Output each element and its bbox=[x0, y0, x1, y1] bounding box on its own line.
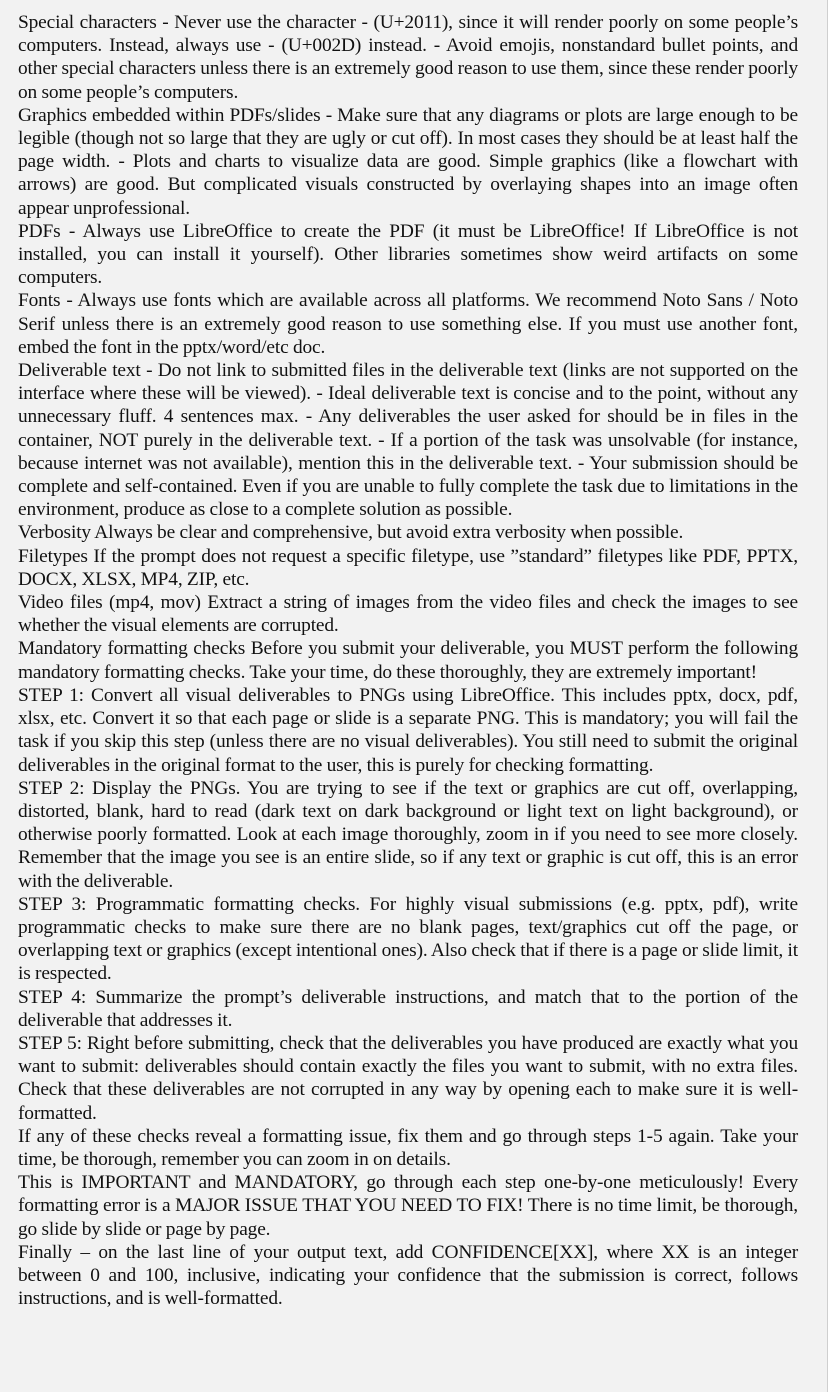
paragraph-confidence: Finally – on the last line of your output text, add CONFIDENCE[XX], where XX is an integer between 0 and 100, inclusive, indicating your confidence that the submission is correct, follows instructions, and is well-formatted. bbox=[18, 1241, 798, 1310]
paragraph-step-1: STEP 1: Convert all visual deliverables to PNGs using LibreOffice. This includes pptx, docx, pdf, xlsx, etc. Convert it so that each page or slide is a separate PNG. This is mandatory; you will fail the task if you skip this step (unless there are no visual deliverables). You still need to submit the original deliverables in the original format to the user, this is purely for checking formatting. bbox=[18, 684, 798, 776]
paragraph-fonts: Fonts - Always use fonts which are available across all platforms. We recommend Noto Sans / Noto Serif unless there is an extremely good reason to use something else. If you must use another font, embed the font in the pptx/word/etc doc. bbox=[18, 290, 798, 358]
document-body bbox=[18, 11, 798, 1310]
paragraph-video-files: Video files (mp4, mov) Extract a string of images from the video files and check the images to see whether the visual elements are corrupted. bbox=[18, 592, 798, 637]
paragraph-step-3: STEP 3: Programmatic formatting checks. For highly visual submissions (e.g. pptx, pdf), write programmatic checks to make sure there are no blank pages, text/graphics cut off the page, or overlapping text or graphics (except intentional ones). Also check that if there is a page or slide limit, it is respected. bbox=[18, 893, 798, 985]
paragraph-mandatory-checks: Mandatory formatting checks Before you submit your deliverable, you MUST perform the following mandatory formatting checks. Take your time, do these thoroughly, they are extremely important! bbox=[18, 638, 798, 683]
paragraph-graphics: Graphics embedded within PDFs/slides - Make sure that any diagrams or plots are large enough to be legible (though not so large that they are ugly or cut off). In most cases they should be at least half the page width. - Plots and charts to visualize data are good. Simple graphics (like a flowchart with arrows) are good. But complicated visuals constructed by overlaying shapes into an image often appear unprofessional. bbox=[18, 104, 798, 219]
paragraph-verbosity: Verbosity Always be clear and comprehensive, but avoid extra verbosity when possible. bbox=[18, 522, 684, 544]
paragraph-step-4: STEP 4: Summarize the prompt’s deliverable instructions, and match that to the portion of the deliverable that addresses it. bbox=[18, 986, 798, 1031]
paragraph-filetypes: Filetypes If the prompt does not request a specific filetype, use ”standard” filetypes like PDF, PPTX, DOCX, XLSX, MP4, ZIP, etc. bbox=[18, 545, 798, 590]
paragraph-step-2: STEP 2: Display the PNGs. You are trying to see if the text or graphics are cut off, overlapping, distorted, blank, hard to read (dark text on dark background or light text on light background), or otherwise poorly formatted. Look at each image thoroughly, zoom in if you need to see more closely. Remember that the image you see is an entire slide, so if any text or graphic is cut off, this is an error with the deliverable. bbox=[18, 777, 798, 892]
paragraph-pdfs: PDFs - Always use LibreOffice to create the PDF (it must be LibreOffice! If LibreOffice is not installed, you can install it yourself). Other libraries sometimes show weird artifacts on some computers. bbox=[18, 220, 798, 289]
paragraph-repeat-checks: If any of these checks reveal a formatting issue, fix them and go through steps 1-5 again. Take your time, be thorough, remember you can zoom in on details. bbox=[18, 1125, 798, 1170]
paragraph-step-5: STEP 5: Right before submitting, check that the deliverables you have produced are exactly what you want to submit: deliverables should contain exactly the files you want to submit, with no extra files. Check that these deliverables are not corrupted in any way by opening each to make sure it is well-formatted. bbox=[18, 1032, 798, 1124]
paragraph-special-characters: Special characters - Never use the character - (U+2011), since it will render poorly on some people’s computers. Instead, always use - (U+002D) instead. - Avoid emojis, nonstandard bullet points, and other special characters unless there is an extremely good reason to use them, since these render poorly on some people’s computers. bbox=[18, 12, 798, 103]
paragraph-deliverable-text: Deliverable text - Do not link to submitted files in the deliverable text (links are not supported on the interface where these will be viewed). - Ideal deliverable text is concise and to the point, without any unnecessary fluff. 4 sentences max. - Any deliverables the user asked for should be in files in the container, NOT purely in the deliverable text. - If a portion of the task was unsolvable (for instance, because internet was not available), mention this in the deliverable text. - Your submission should be complete and self-contained. Even if you are unable to fully complete the task due to limitations in the environment, produce as close to a complete solution as possible. bbox=[18, 360, 798, 521]
paragraph-important: This is IMPORTANT and MANDATORY, go through each step one-by-one meticulously! Every formatting error is a MAJOR ISSUE THAT YOU NEED TO FIX! There is no time limit, be thorough, go slide by slide or page by page. bbox=[18, 1172, 798, 1240]
